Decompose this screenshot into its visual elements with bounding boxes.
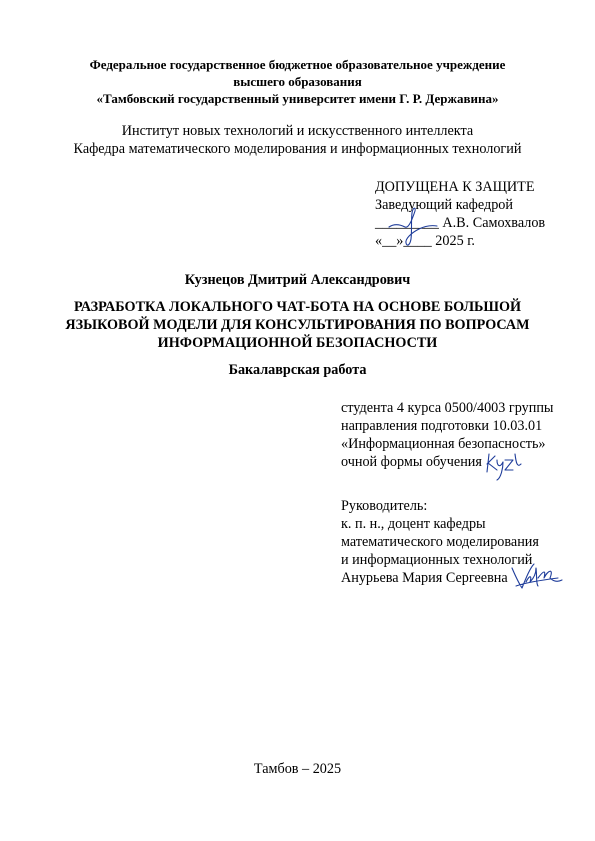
city-year: Тамбов – 2025 [253, 761, 342, 777]
supervisor-line-3: и информационных технологий [341, 552, 533, 568]
institution-line-1: Федеральное государственное бюджетное образовательное учреждение [89, 57, 506, 72]
work-title-line-3: ИНФОРМАЦИОННОЙ БЕЗОПАСНОСТИ [157, 335, 438, 351]
supervisor-name: Анурьева Мария Сергеевна [341, 570, 508, 586]
approval-role: Заведующий кафедрой [375, 197, 513, 213]
author-name: Кузнецов Дмитрий Александрович [184, 272, 411, 288]
approval-date-line: «__»____ 2025 г. [375, 233, 475, 249]
supervisor-line-1: к. п. н., доцент кафедры [341, 516, 486, 532]
supervisor-line-2: математического моделирования [341, 534, 539, 550]
student-line-3: «Информационная безопасность» [341, 436, 546, 452]
approval-head-line: _________ А.В. Самохвалов [375, 215, 546, 231]
institute-name: Институт новых технологий и искусственного интеллекта [121, 123, 474, 139]
work-title-line-2: ЯЗЫКОВОЙ МОДЕЛИ ДЛЯ КОНСУЛЬТИРОВАНИЯ ПО ВОПРОСАМ [65, 317, 530, 333]
work-title-line-1: РАЗРАБОТКА ЛОКАЛЬНОГО ЧАТ-БОТА НА ОСНОВЕ БОЛЬШОЙ [73, 299, 522, 315]
work-type: Бакалаврская работа [228, 362, 367, 378]
institution-line-2: высшего образования [233, 74, 362, 89]
department-head-signature [385, 203, 440, 251]
institution-line-3: «Тамбовский государственный университет имени Г. Р. Державина» [96, 91, 499, 106]
student-line-1: студента 4 курса 0500/4003 группы [341, 400, 554, 416]
student-signature [483, 448, 525, 482]
student-line-2: направления подготовки 10.03.01 [341, 418, 543, 434]
supervisor-label: Руководитель: [341, 498, 428, 514]
department-name: Кафедра математического моделирования и информационных технологий [73, 141, 522, 157]
supervisor-signature [506, 560, 564, 594]
approval-title: ДОПУЩЕНА К ЗАЩИТЕ [375, 179, 535, 195]
student-line-4: очной формы обучения [341, 454, 482, 470]
